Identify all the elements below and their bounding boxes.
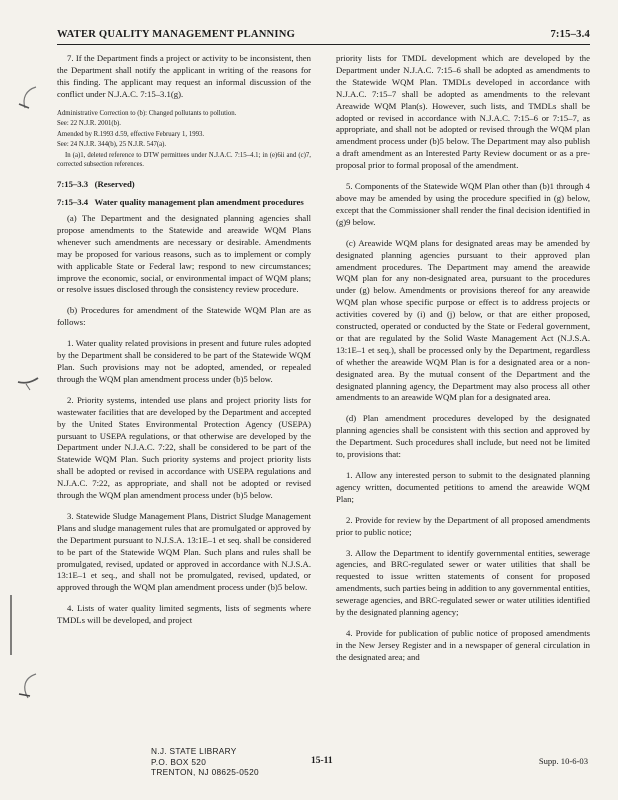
- history-note: Amended by R.1993 d.59, effective February 1, 1993.: [57, 130, 205, 138]
- paragraph-a: (a) The Department and the designated planning agencies shall propose amendments to the Statewide and areawide WQM Plans whenever such amendments are necessary or desirable. Amendments may be proposed for various reasons, such as to implement or comply with applicable State or Federal law; respond to new circumstances; improve the economic, social, or environmental impact of WQM plans; or resolve issues disclosed through the consistency review procedure.: [57, 213, 311, 295]
- left-column: [57, 53, 311, 636]
- header-section-number: 7:15–3.4: [550, 29, 590, 40]
- history-note: Administrative Correction to (b): Changed pollutants to pollution.: [57, 109, 237, 117]
- page-number: 15-11: [311, 756, 333, 766]
- stamp-line: TRENTON, NJ 08625-0520: [151, 767, 259, 777]
- paragraph-b4: 4. Lists of water quality limited segments, lists of segments where TMDLs will be developed, and project: [57, 603, 311, 626]
- paragraph-b3: 3. Statewide Sludge Management Plans, District Sludge Management Plans and sludge management rules that are promulgated or approved by the Department pursuant to N.J.S.A. 13:1E–1 et seq. shall be considered to be part of the Statewide WQM Plan. Such plans and rules shall be promulgated, revised, updated or approved in accordance with N.J.S.A. 13:1E–1 et seq., and shall not be promulgated, revised, updated, or approved through the WQM plan amendment process under (b)5 below.: [57, 510, 311, 593]
- page-footer: [0, 746, 618, 796]
- paragraph-d3: 3. Allow the Department to identify governmental entities, sewerage agencies, and BRC-regulated sewer or water utilities that shall be requested to issue written statements of consent for proposed amendments, such parties being in addition to any governmental entities, sewerage agencies, and BRC-regulated sewer or water utilities identified by the designated planning agency;: [336, 547, 590, 618]
- paragraph-b2: 2. Priority systems, intended use plans and project priority lists for wastewater facilities that are developed by the Department and accepted by the United States Environmental Protection Agency (USEPA) pursuant to USEPA regulations, or that otherwise are developed by the Department under N.J.A.C. 7:22, shall be considered to be part of the Statewide WQM Plan. Such priority systems and project priority lists shall be adopted or revised in accordance with USEPA regulations and N.J.A.C. 7:22, as appropriate, and shall not be adopted or revised through the WQM plan amendment process under (b)5 below.: [57, 394, 311, 501]
- paragraph-d2: 2. Provide for review by the Department of all proposed amendments prior to public notice;: [336, 514, 590, 537]
- paragraph-c: (c) Areawide WQM plans for designated areas may be amended by designated planning agencies pursuant to their approved plan amendment procedures. The Department may amend the areawide WQM plan for any non-designated area, pursuant to the procedures under (g) below. Amendments or provisions thereof for any areawide WQM plan whose specific purpose or effect is to address projects or activities covered by (i) and (j) below, or that are either proposed, constructed, operated or conducted by the State or Federal government, or that are regulated by the Solid Waste Management Act (N.J.S.A. 13:1E–1 et seq.), shall be processed only by the Department, regardless of whether the areawide WQM Plan is for a designated area or a non-designated area. By the mutual consent of the Department and the designated planning agency, the Department may also process all other amendments to an areawide WQM plan for a designated area.: [336, 237, 590, 403]
- paragraph-d1: 1. Allow any interested person to submit to the designated planning agency written, documented petitions to amend the areawide WQM Plan;: [336, 470, 590, 504]
- paragraph-d4: 4. Provide for publication of public notice of proposed amendments in the New Jersey Register and in a newspaper of general circulation in the designated area; and: [336, 627, 590, 662]
- stamp-line: N.J. STATE LIBRARY: [151, 746, 237, 756]
- paragraph-b5: 5. Components of the Statewide WQM Plan other than (b)1 through 4 above may be amended by using the procedure specified in (g) below, except that the Commissioner shall render the final decision identified in (g)9 below.: [336, 181, 590, 227]
- history-note: See: 24 N.J.R. 344(b), 25 N.J.R. 547(a).: [57, 141, 167, 149]
- section-heading-reserved: 7:15–3.3 (Reserved): [57, 179, 135, 190]
- history-note: In (a)1, deleted reference to DTW permittees under N.J.A.C. 7:15–4.1; in (e)6ii and (c)7, corrected subsection references.: [57, 152, 311, 168]
- paragraph-b1: 1. Water quality related provisions in present and future rules adopted by the Department shall be considered to be part of the Statewide WQM Plan. Such provisions may not be adopted, amended, or repealed through the WQM plan amendment process under (b)5 below.: [57, 338, 311, 384]
- punch-mark-icon: [16, 370, 40, 398]
- paragraph-d: (d) Plan amendment procedures developed by the designated planning agencies shall be consistent with this section and approved by the Department. Such procedures shall include, but need not be limited to, provisions that:: [336, 413, 590, 460]
- history-note: See: 22 N.J.R. 2001(b).: [57, 120, 121, 128]
- section-heading-amendment-procedures: 7:15–3.4 Water quality management plan amendment procedures: [57, 197, 304, 208]
- paragraph-b4-continued: priority lists for TMDL development which are developed by the Department under N.J.A.C. 7:15–6 shall be adopted as amendments to the Statewide WQM Plan. TMDLs developed in accordance with N.J.A.C. 7:15–7 shall be adopted as amendments to the relevant Areawide WQM Plan(s). However, such lists, and TMDLs shall be adopted or revised in accordance with N.J.A.C. 7:15–6 or 7:15–7, as appropriate, and shall not be adopted or revised through the WQM plan amendment process under (b)5 below. The Department may also publish a draft amendment as an Interested Party Review document or as a pre-proposal prior to formal proposal of the amendment.: [336, 53, 590, 171]
- margin-rule: [8, 595, 14, 655]
- right-column: [336, 53, 590, 673]
- running-header: [57, 24, 590, 45]
- header-title: WATER QUALITY MANAGEMENT PLANNING: [57, 29, 296, 40]
- stamp-line: P.O. BOX 520: [151, 756, 207, 767]
- paragraph-7: 7. If the Department finds a project or activity to be inconsistent, then the Department shall notify the applicant in writing of the reasons for this finding. The applicant may request an informal discussion of the conflict under N.J.A.C. 7:15–3.1(g).: [57, 53, 311, 99]
- punch-mark-icon: [16, 84, 40, 112]
- library-stamp: [151, 746, 259, 778]
- punch-mark-icon: [16, 672, 40, 700]
- supplement-date: Supp. 10-6-03: [538, 756, 588, 766]
- paragraph-b: (b) Procedures for amendment of the Statewide WQM Plan are as follows:: [57, 305, 311, 328]
